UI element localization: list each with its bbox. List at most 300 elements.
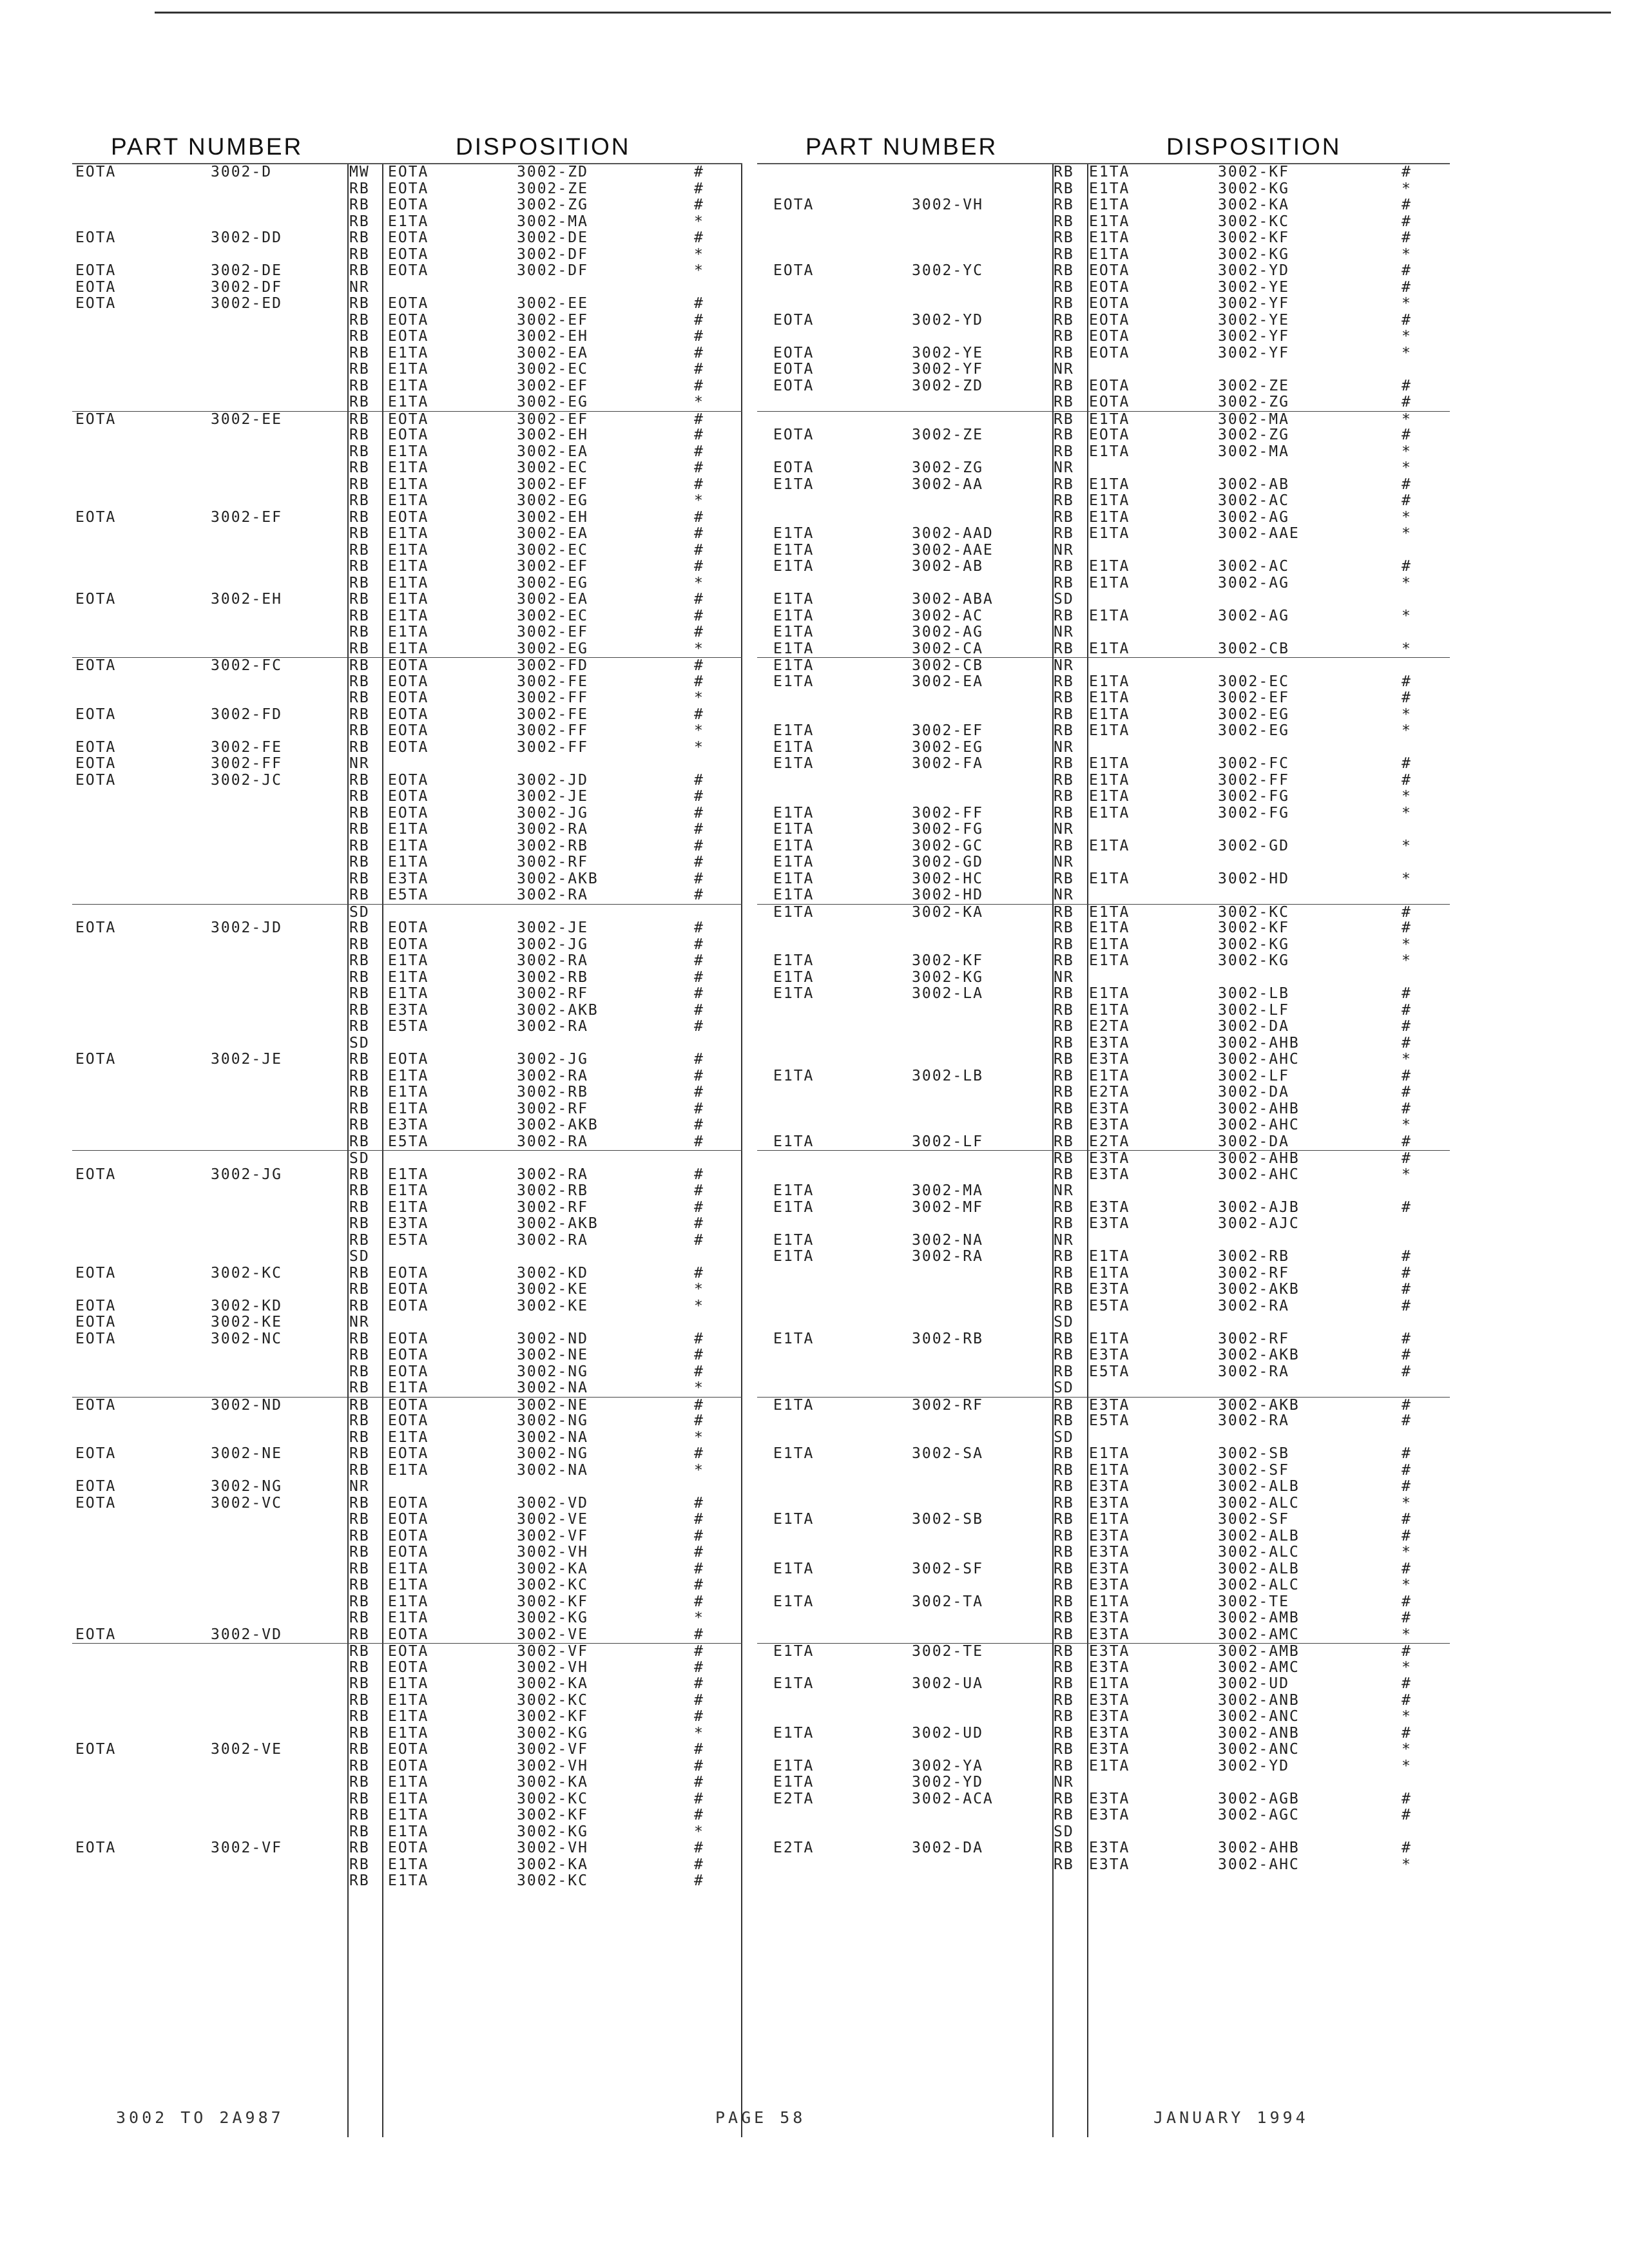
disposition-part: 3002-EC xyxy=(517,541,588,559)
disposition-code: RB xyxy=(1054,1577,1074,1593)
disposition-code: RB xyxy=(349,1658,370,1676)
interchange-mark: * xyxy=(1402,1051,1412,1068)
table-row xyxy=(72,970,742,986)
part-number: 3002-KA xyxy=(912,903,983,921)
part-prefix: E1TA xyxy=(773,525,815,542)
table-row xyxy=(72,543,742,559)
disposition-code: RB xyxy=(1054,443,1074,460)
disposition-code: RB xyxy=(349,870,370,887)
table-row xyxy=(72,296,742,312)
part-prefix: EOTA xyxy=(75,1314,117,1331)
disposition-part: 3002-KG xyxy=(1218,245,1289,263)
disposition-prefix: E1TA xyxy=(1089,1757,1130,1774)
disposition-part: 3002-FF xyxy=(517,738,588,756)
disposition-code: RB xyxy=(1054,558,1074,575)
table-row xyxy=(757,329,1450,345)
interchange-mark: # xyxy=(1402,427,1412,443)
disposition-code: RB xyxy=(1054,262,1074,279)
table-row xyxy=(72,1397,742,1414)
disposition-code: SD xyxy=(349,1034,370,1052)
disposition-code: RB xyxy=(1054,328,1074,345)
disposition-code: SD xyxy=(1054,1823,1074,1840)
disposition-prefix: E1TA xyxy=(388,591,429,608)
disposition-prefix: EOTA xyxy=(388,1527,429,1544)
disposition-prefix: EOTA xyxy=(388,1297,429,1314)
interchange-mark: # xyxy=(1402,985,1412,1002)
disposition-code: RB xyxy=(1054,640,1074,657)
interchange-mark: # xyxy=(694,410,704,428)
table-row xyxy=(757,1725,1450,1742)
interchange-mark: # xyxy=(694,1511,704,1528)
disposition-prefix: E3TA xyxy=(1089,1198,1130,1216)
disposition-prefix: EOTA xyxy=(388,936,429,953)
disposition-code: RB xyxy=(1054,1494,1074,1512)
disposition-prefix: EOTA xyxy=(388,410,429,428)
part-number-heading: PART NUMBER xyxy=(111,133,304,160)
disposition-prefix: E1TA xyxy=(388,968,429,986)
interchange-mark: # xyxy=(1402,1248,1412,1265)
disposition-code: RB xyxy=(349,1724,370,1742)
interchange-mark: # xyxy=(694,624,704,640)
disposition-code: RB xyxy=(349,459,370,476)
interchange-mark: # xyxy=(694,1067,704,1084)
disposition-part: 3002-AB xyxy=(1218,476,1289,493)
disposition-part: 3002-FE xyxy=(517,706,588,723)
table-row xyxy=(72,1413,742,1430)
disposition-prefix: E3TA xyxy=(1089,1560,1130,1577)
disposition-code: RB xyxy=(349,837,370,854)
interchange-mark: # xyxy=(694,1412,704,1429)
part-prefix: EOTA xyxy=(773,197,815,213)
interchange-mark: # xyxy=(694,788,704,805)
part-number: 3002-YF xyxy=(912,361,983,378)
part-prefix: E1TA xyxy=(773,837,815,854)
part-number: 3002-DA xyxy=(912,1840,983,1856)
disposition-code: RB xyxy=(349,1363,370,1380)
interchange-mark: # xyxy=(1402,394,1412,410)
table-row xyxy=(757,1840,1450,1857)
interchange-mark: # xyxy=(1402,1478,1412,1495)
table-row xyxy=(757,559,1450,575)
interchange-mark: # xyxy=(694,1527,704,1544)
table-row xyxy=(757,1495,1450,1512)
disposition-code: RB xyxy=(1054,508,1074,526)
disposition-part: 3002-YE xyxy=(1218,278,1289,296)
interchange-mark: * xyxy=(694,738,704,756)
disposition-part: 3002-AHC xyxy=(1218,1117,1300,1133)
disposition-prefix: E1TA xyxy=(388,952,429,969)
disposition-prefix: EOTA xyxy=(1089,295,1130,312)
disposition-code: RB xyxy=(349,262,370,279)
part-number: 3002-CB xyxy=(912,657,983,674)
disposition-prefix: E3TA xyxy=(1089,1100,1130,1117)
table-row xyxy=(72,181,742,198)
disposition-prefix: EOTA xyxy=(388,1643,429,1660)
disposition-code: RB xyxy=(1054,492,1074,509)
table-row xyxy=(72,1824,742,1841)
interchange-mark: # xyxy=(1402,771,1412,789)
disposition-code: RB xyxy=(1054,180,1074,197)
disposition-prefix: EOTA xyxy=(388,164,429,180)
disposition-part: 3002-RF xyxy=(1218,1330,1289,1347)
interchange-mark: # xyxy=(1402,1347,1412,1363)
disposition-prefix: E1TA xyxy=(1089,788,1130,805)
interchange-mark: * xyxy=(694,1297,704,1314)
disposition-part: 3002-AG xyxy=(1218,607,1289,624)
interchange-mark: # xyxy=(1402,311,1412,329)
disposition-prefix: E1TA xyxy=(388,377,429,394)
interchange-mark: * xyxy=(694,574,704,591)
disposition-part: 3002-UD xyxy=(1218,1675,1289,1692)
disposition-part: 3002-MA xyxy=(517,213,588,230)
part-number: 3002-EH xyxy=(211,591,282,608)
part-prefix: EOTA xyxy=(75,164,117,180)
interchange-mark: # xyxy=(694,1182,704,1199)
disposition-prefix: E1TA xyxy=(388,821,429,838)
interchange-mark: # xyxy=(694,361,704,378)
interchange-mark: # xyxy=(694,1100,704,1117)
disposition-part: 3002-AMB xyxy=(1218,1610,1300,1626)
part-prefix: EOTA xyxy=(773,262,815,279)
disposition-prefix: E1TA xyxy=(388,837,429,854)
disposition-part: 3002-DA xyxy=(1218,1084,1289,1100)
part-number: 3002-KE xyxy=(211,1314,282,1331)
interchange-mark: * xyxy=(1402,443,1412,460)
part-prefix: E1TA xyxy=(773,887,815,903)
disposition-code: RB xyxy=(1054,1281,1074,1298)
part-prefix: E1TA xyxy=(773,821,815,838)
table-row xyxy=(72,1561,742,1578)
table-row xyxy=(757,641,1450,658)
interchange-mark: # xyxy=(694,837,704,854)
disposition-code: RB xyxy=(349,328,370,345)
interchange-mark: # xyxy=(1402,1675,1412,1692)
disposition-prefix: EOTA xyxy=(388,1363,429,1380)
interchange-mark: # xyxy=(694,558,704,575)
disposition-code: RB xyxy=(349,657,370,674)
disposition-prefix: E3TA xyxy=(1089,1150,1130,1167)
disposition-prefix: E1TA xyxy=(388,213,429,230)
table-row xyxy=(72,1495,742,1512)
disposition-code: RB xyxy=(349,1461,370,1479)
part-number: 3002-LB xyxy=(912,1067,983,1084)
interchange-mark: # xyxy=(1402,919,1412,936)
part-prefix: E1TA xyxy=(773,1643,815,1660)
table-row xyxy=(72,460,742,477)
interchange-mark: # xyxy=(1402,1297,1412,1314)
part-prefix: E1TA xyxy=(773,624,815,640)
part-prefix: E1TA xyxy=(773,1330,815,1347)
disposition-code: RB xyxy=(1054,344,1074,361)
disposition-code: NR xyxy=(1054,738,1074,756)
part-prefix: EOTA xyxy=(773,344,815,361)
disposition-code: RB xyxy=(1054,1412,1074,1429)
disposition-code: RB xyxy=(1054,410,1074,428)
interchange-mark: # xyxy=(1402,1724,1412,1742)
interchange-mark: * xyxy=(1402,837,1412,854)
disposition-code: RB xyxy=(1054,1084,1074,1100)
disposition-prefix: EOTA xyxy=(388,1511,429,1528)
interchange-mark: # xyxy=(694,1675,704,1692)
disposition-prefix: E1TA xyxy=(388,854,429,870)
table-row xyxy=(757,1676,1450,1693)
disposition-prefix: E2TA xyxy=(1089,1133,1130,1150)
disposition-part: 3002-KA xyxy=(517,1560,588,1577)
table-row xyxy=(757,1003,1450,1019)
part-number: 3002-VH xyxy=(912,197,983,213)
disposition-code: RB xyxy=(349,788,370,805)
disposition-part: 3002-AGC xyxy=(1218,1807,1300,1823)
part-prefix: EOTA xyxy=(75,1840,117,1856)
disposition-code: RB xyxy=(1054,1643,1074,1660)
disposition-code: SD xyxy=(1054,1379,1074,1396)
table-row xyxy=(757,1167,1450,1184)
disposition-prefix: E5TA xyxy=(1089,1297,1130,1314)
disposition-prefix: E1TA xyxy=(1089,410,1130,428)
table-row xyxy=(757,543,1450,559)
disposition-prefix: E1TA xyxy=(388,1790,429,1807)
table-row xyxy=(72,1167,742,1184)
disposition-prefix: EOTA xyxy=(1089,262,1130,279)
disposition-code: RB xyxy=(349,1675,370,1692)
table-row xyxy=(72,624,742,641)
disposition-code: RB xyxy=(1054,1166,1074,1183)
disposition-code: RB xyxy=(349,541,370,559)
disposition-prefix: E3TA xyxy=(1089,1741,1130,1758)
table-row xyxy=(72,312,742,329)
disposition-code: RB xyxy=(1054,1264,1074,1282)
part-number: 3002-EF xyxy=(912,722,983,739)
part-prefix: E1TA xyxy=(773,673,815,690)
disposition-code: RB xyxy=(349,311,370,329)
disposition-part: 3002-ZG xyxy=(1218,427,1289,443)
disposition-prefix: EOTA xyxy=(388,427,429,443)
part-prefix: EOTA xyxy=(75,1445,117,1462)
disposition-part: 3002-RB xyxy=(517,968,588,986)
table-row xyxy=(72,526,742,543)
part-prefix: E1TA xyxy=(773,1724,815,1742)
interchange-mark: * xyxy=(1402,525,1412,542)
disposition-code: RB xyxy=(349,1807,370,1823)
table-row xyxy=(757,1463,1450,1479)
table-row xyxy=(757,280,1450,296)
disposition-part: 3002-DF xyxy=(517,262,588,279)
disposition-prefix: E1TA xyxy=(1089,525,1130,542)
disposition-code: RB xyxy=(349,1198,370,1216)
disposition-code: RB xyxy=(1054,213,1074,230)
interchange-mark: # xyxy=(1402,1790,1412,1807)
part-prefix: EOTA xyxy=(75,1297,117,1314)
disposition-code: RB xyxy=(1054,1100,1074,1117)
table-row xyxy=(72,1725,742,1742)
part-number: 3002-KD xyxy=(211,1297,282,1314)
disposition-prefix: E1TA xyxy=(388,574,429,591)
table-row xyxy=(72,1660,742,1677)
disposition-prefix: EOTA xyxy=(388,673,429,690)
disposition-prefix: E3TA xyxy=(1089,1643,1130,1660)
disposition-prefix: E3TA xyxy=(1089,1166,1130,1183)
part-number: 3002-KG xyxy=(912,968,983,986)
interchange-mark: # xyxy=(694,591,704,608)
interchange-mark: # xyxy=(694,1494,704,1512)
disposition-part: 3002-RA xyxy=(517,1133,588,1150)
disposition-prefix: E3TA xyxy=(1089,1658,1130,1676)
table-row xyxy=(72,657,742,675)
table-row xyxy=(757,1117,1450,1134)
disposition-code: RB xyxy=(349,1117,370,1133)
interchange-mark: # xyxy=(694,854,704,870)
disposition-part: 3002-JE xyxy=(517,919,588,936)
disposition-part: 3002-TE xyxy=(1218,1593,1289,1610)
disposition-prefix: E1TA xyxy=(1089,492,1130,509)
disposition-part: 3002-ANB xyxy=(1218,1724,1300,1742)
part-prefix: EOTA xyxy=(75,1741,117,1758)
interchange-mark: # xyxy=(1402,903,1412,921)
disposition-code: RB xyxy=(349,1840,370,1856)
table-row xyxy=(757,378,1450,395)
disposition-prefix: E1TA xyxy=(388,1675,429,1692)
interchange-mark: # xyxy=(1402,1018,1412,1035)
disposition-code: RB xyxy=(349,1051,370,1068)
disposition-part: 3002-YE xyxy=(1218,311,1289,329)
part-number: 3002-VE xyxy=(211,1741,282,1758)
part-number: 3002-D xyxy=(211,164,273,180)
disposition-prefix: E1TA xyxy=(1089,245,1130,263)
disposition-part: 3002-EC xyxy=(517,607,588,624)
part-number: 3002-YC xyxy=(912,262,983,279)
disposition-part: 3002-AHB xyxy=(1218,1100,1300,1117)
part-prefix: E1TA xyxy=(773,1757,815,1774)
disposition-prefix: EOTA xyxy=(388,311,429,329)
disposition-part: 3002-RF xyxy=(517,1198,588,1216)
interchange-mark: # xyxy=(1402,377,1412,394)
disposition-prefix: E5TA xyxy=(388,1231,429,1249)
disposition-prefix: E1TA xyxy=(388,1461,429,1479)
disposition-prefix: E1TA xyxy=(388,476,429,493)
interchange-mark: * xyxy=(1402,1708,1412,1725)
part-number: 3002-JC xyxy=(211,771,282,789)
table-row xyxy=(757,164,1450,181)
disposition-part: 3002-EC xyxy=(517,459,588,476)
disposition-code: RB xyxy=(349,344,370,361)
disposition-prefix: EOTA xyxy=(1089,311,1130,329)
interchange-mark: # xyxy=(1402,1527,1412,1544)
disposition-code: NR xyxy=(1054,1182,1074,1199)
disposition-prefix: E1TA xyxy=(388,1379,429,1396)
disposition-part: 3002-KG xyxy=(517,1724,588,1742)
disposition-part: 3002-AAE xyxy=(1218,525,1300,542)
disposition-code: RB xyxy=(349,624,370,640)
interchange-mark: # xyxy=(1402,1150,1412,1167)
disposition-part: 3002-AHC xyxy=(1218,1051,1300,1068)
disposition-part: 3002-JG xyxy=(517,1051,588,1068)
table-row xyxy=(757,1774,1450,1791)
disposition-part: 3002-KC xyxy=(517,1691,588,1709)
part-prefix: E1TA xyxy=(773,1133,815,1150)
disposition-prefix: E3TA xyxy=(1089,1708,1130,1725)
interchange-mark: * xyxy=(1402,410,1412,428)
disposition-code: RB xyxy=(349,640,370,657)
disposition-part: 3002-AKB xyxy=(1218,1347,1300,1363)
disposition-part: 3002-ANB xyxy=(1218,1691,1300,1709)
part-prefix: EOTA xyxy=(75,771,117,789)
disposition-part: 3002-VF xyxy=(517,1527,588,1544)
table-row xyxy=(72,1265,742,1282)
interchange-mark: # xyxy=(694,1544,704,1561)
part-number: 3002-YD xyxy=(912,1774,983,1791)
disposition-code: RB xyxy=(349,1872,370,1889)
disposition-prefix: E1TA xyxy=(1089,706,1130,723)
disposition-part: 3002-KF xyxy=(517,1708,588,1725)
disposition-part: 3002-EC xyxy=(517,361,588,378)
table-row xyxy=(72,1331,742,1348)
table-row xyxy=(757,591,1450,608)
disposition-code: NR xyxy=(349,278,370,296)
disposition-code: RB xyxy=(349,1330,370,1347)
interchange-mark: # xyxy=(694,197,704,213)
disposition-part: 3002-EF xyxy=(517,377,588,394)
table-row xyxy=(757,1364,1450,1381)
disposition-code: RB xyxy=(1054,1560,1074,1577)
interchange-mark: # xyxy=(1402,164,1412,180)
table-row xyxy=(72,214,742,231)
disposition-part: 3002-EF xyxy=(517,624,588,640)
disposition-prefix: E1TA xyxy=(1089,574,1130,591)
disposition-code: RB xyxy=(1054,1034,1074,1052)
interchange-mark: # xyxy=(694,1363,704,1380)
disposition-code: RB xyxy=(349,1412,370,1429)
interchange-mark: # xyxy=(694,443,704,460)
table-row xyxy=(757,838,1450,855)
table-row xyxy=(72,707,742,724)
part-number: 3002-EE xyxy=(211,410,282,428)
interchange-mark: # xyxy=(1402,1840,1412,1856)
disposition-prefix: EOTA xyxy=(388,919,429,936)
table-row xyxy=(757,460,1450,477)
table-row xyxy=(72,1233,742,1249)
disposition-prefix: EOTA xyxy=(388,1741,429,1758)
table-row xyxy=(72,1693,742,1709)
interchange-mark: * xyxy=(1402,574,1412,591)
part-prefix: E1TA xyxy=(773,985,815,1002)
disposition-part: 3002-FE xyxy=(517,673,588,690)
disposition-part: 3002-AJB xyxy=(1218,1198,1300,1216)
disposition-code: RB xyxy=(349,245,370,263)
part-number: 3002-HC xyxy=(912,870,983,887)
disposition-code: RB xyxy=(1054,1626,1074,1643)
part-prefix: E1TA xyxy=(773,1675,815,1692)
disposition-prefix: EOTA xyxy=(388,1757,429,1774)
disposition-prefix: EOTA xyxy=(388,1840,429,1856)
disposition-part: 3002-AKB xyxy=(1218,1396,1300,1414)
table-row xyxy=(757,789,1450,805)
disposition-prefix: E5TA xyxy=(1089,1412,1130,1429)
interchange-mark: * xyxy=(694,722,704,739)
interchange-mark: # xyxy=(694,919,704,936)
part-number: 3002-ND xyxy=(211,1396,282,1414)
interchange-mark: # xyxy=(1402,1461,1412,1479)
interchange-mark: # xyxy=(694,1741,704,1758)
disposition-prefix: E3TA xyxy=(1089,1494,1130,1512)
disposition-part: 3002-LF xyxy=(1218,1001,1289,1019)
part-prefix: E1TA xyxy=(773,591,815,608)
part-number: 3002-SB xyxy=(912,1511,983,1528)
disposition-part: 3002-EF xyxy=(1218,689,1289,706)
part-prefix: EOTA xyxy=(75,508,117,526)
disposition-code: RB xyxy=(349,1445,370,1462)
disposition-code: RB xyxy=(1054,1691,1074,1709)
part-number: 3002-DD xyxy=(211,229,282,246)
